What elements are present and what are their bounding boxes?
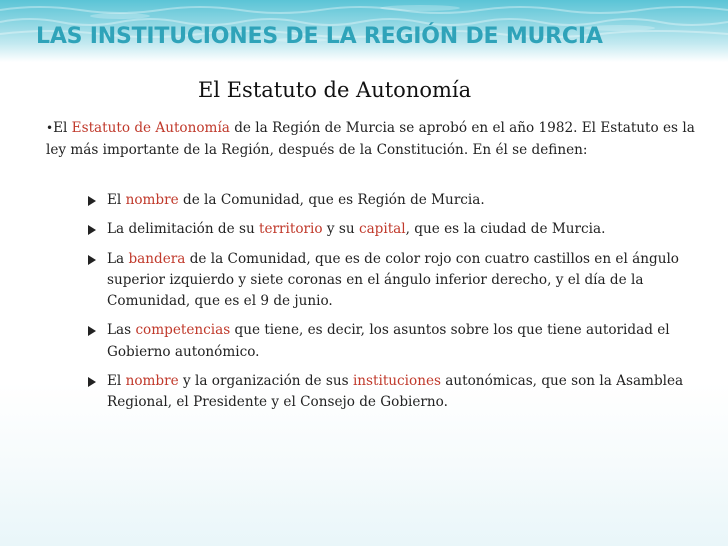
item-highlight-2: instituciones <box>352 373 441 390</box>
definitions-list <box>88 190 708 422</box>
item-text-pre: El <box>107 192 126 208</box>
item-text-pre: La <box>107 250 129 267</box>
arrow-bullet-icon <box>88 255 96 265</box>
item-highlight: nombre <box>125 192 179 208</box>
item-text-pre: La delimitación de su <box>107 221 260 238</box>
item-text-pre: Las <box>107 322 136 339</box>
intro-bullet: • <box>46 121 54 135</box>
list-item <box>88 219 708 240</box>
item-highlight: territorio <box>259 221 323 238</box>
list-item <box>88 190 708 211</box>
arrow-bullet-icon <box>88 196 96 206</box>
list-item <box>88 249 708 313</box>
item-text-pre: El <box>107 373 126 390</box>
intro-text-pre: El <box>53 120 72 136</box>
item-text-mid: de la Comunidad, que es de color rojo con cuatro castillos en el ángulo superior izquierdo y siete coronas en el ángulo inferior derecho, y el día de la Comunidad, que es el 9 de junio. <box>107 250 679 310</box>
slide-subtitle: El Estatuto de Autonomía <box>198 78 472 102</box>
item-text-mid: y la organización de sus <box>178 373 353 390</box>
intro-text-post: de la Región de Murcia se aprobó en el año 1982. El Estatuto es la ley más importante de la Región, después de la Constitución. En él se definen: <box>46 120 695 158</box>
item-highlight: bandera <box>128 250 186 267</box>
slide-title: LAS INSTITUCIONES DE LA REGIÓN DE MURCIA <box>36 24 603 49</box>
item-text-mid: que tiene, es decir, los asuntos sobre los que tiene autoridad el Gobierno autonómico. <box>107 322 670 360</box>
item-text-mid: y su <box>322 221 359 238</box>
arrow-bullet-icon <box>88 377 96 387</box>
item-highlight-2: capital <box>358 221 406 238</box>
item-text-post: autonómicas, que son la Asamblea Regional, el Presidente y el Consejo de Gobierno. <box>107 373 684 411</box>
list-item <box>88 371 708 414</box>
intro-highlight: Estatuto de Autonomía <box>71 120 230 136</box>
arrow-bullet-icon <box>88 326 96 336</box>
item-text-mid: de la Comunidad, que es Región de Murcia. <box>178 192 485 208</box>
intro-paragraph <box>46 118 710 161</box>
item-text-post: , que es la ciudad de Murcia. <box>405 221 606 238</box>
list-item <box>88 320 708 363</box>
arrow-bullet-icon <box>88 225 96 235</box>
item-highlight: competencias <box>135 322 231 339</box>
item-highlight: nombre <box>125 373 179 390</box>
